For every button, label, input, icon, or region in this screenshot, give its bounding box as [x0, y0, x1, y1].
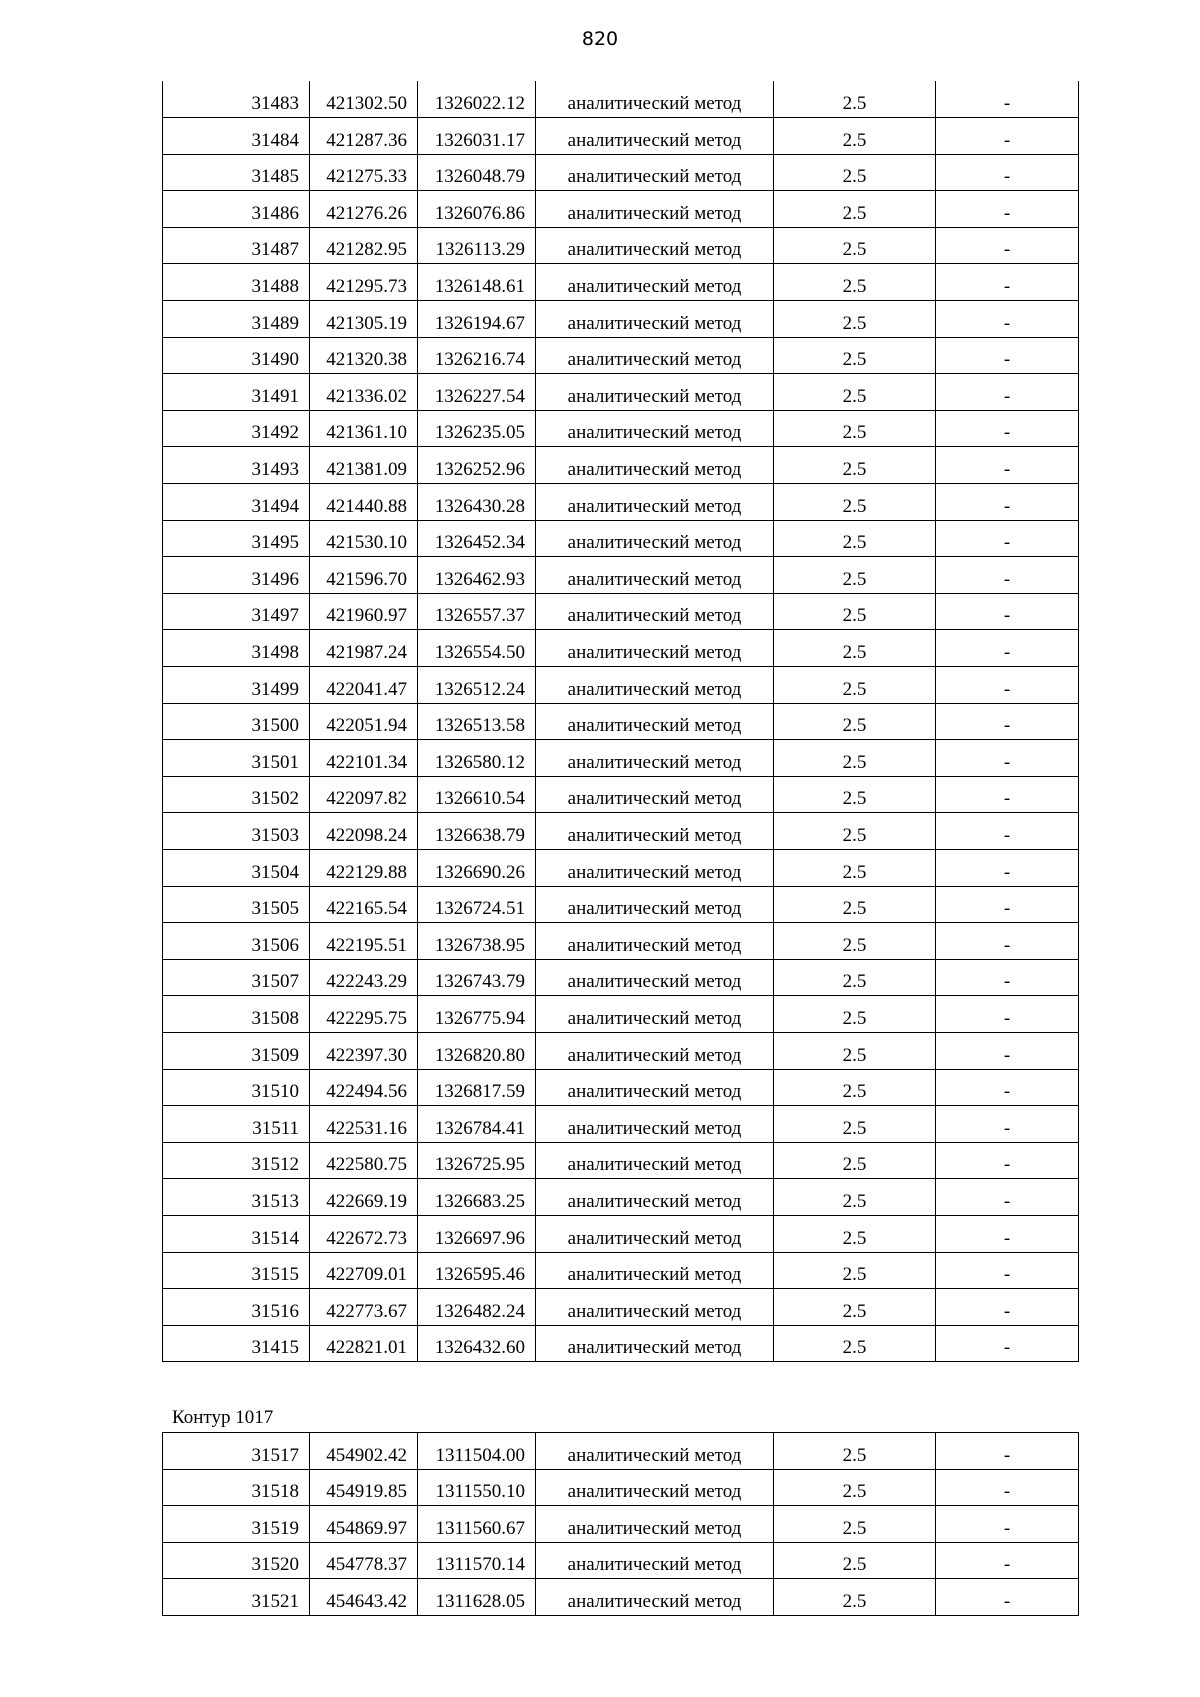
point-number: 31485	[163, 154, 310, 191]
method-cell: аналитический метод	[536, 374, 774, 411]
coord-x: 421960.97	[310, 593, 418, 630]
accuracy-cell: 2.5	[774, 886, 936, 923]
method-cell: аналитический метод	[536, 520, 774, 557]
table-row	[163, 1032, 1079, 1069]
note-cell: -	[936, 1215, 1079, 1252]
page-number: 820	[581, 28, 619, 50]
coord-y: 1326031.17	[418, 118, 536, 155]
coord-x: 422165.54	[310, 886, 418, 923]
method-cell: аналитический метод	[536, 923, 774, 960]
method-cell: аналитический метод	[536, 996, 774, 1033]
note-cell: -	[936, 959, 1079, 996]
point-number: 31499	[163, 667, 310, 704]
coord-x: 422773.67	[310, 1289, 418, 1326]
coord-x: 421305.19	[310, 301, 418, 338]
coord-y: 1326690.26	[418, 849, 536, 886]
coord-x: 454643.42	[310, 1579, 418, 1616]
coord-x: 421381.09	[310, 447, 418, 484]
method-cell: аналитический метод	[536, 557, 774, 594]
table-row	[163, 1289, 1079, 1326]
coord-x: 454919.85	[310, 1469, 418, 1506]
note-cell: -	[936, 191, 1079, 228]
method-cell: аналитический метод	[536, 849, 774, 886]
accuracy-cell: 2.5	[774, 1069, 936, 1106]
accuracy-cell: 2.5	[774, 374, 936, 411]
point-number: 31521	[163, 1579, 310, 1616]
coord-y: 1326683.25	[418, 1179, 536, 1216]
coord-x: 454902.42	[310, 1433, 418, 1470]
coord-x: 421275.33	[310, 154, 418, 191]
coord-x: 421276.26	[310, 191, 418, 228]
note-cell: -	[936, 374, 1079, 411]
method-cell: аналитический метод	[536, 1325, 774, 1362]
accuracy-cell: 2.5	[774, 1142, 936, 1179]
point-number: 31512	[163, 1142, 310, 1179]
coordinates-table-2	[162, 1432, 1079, 1616]
coord-y: 1326610.54	[418, 776, 536, 813]
note-cell: -	[936, 1032, 1079, 1069]
accuracy-cell: 2.5	[774, 81, 936, 118]
method-cell: аналитический метод	[536, 1032, 774, 1069]
point-number: 31516	[163, 1289, 310, 1326]
accuracy-cell: 2.5	[774, 630, 936, 667]
table-row	[163, 1469, 1079, 1506]
coord-y: 1311504.00	[418, 1433, 536, 1470]
point-number: 31498	[163, 630, 310, 667]
accuracy-cell: 2.5	[774, 740, 936, 777]
coord-x: 422821.01	[310, 1325, 418, 1362]
coord-x: 421287.36	[310, 118, 418, 155]
note-cell: -	[936, 996, 1079, 1033]
method-cell: аналитический метод	[536, 740, 774, 777]
coord-x: 421295.73	[310, 264, 418, 301]
table-row	[163, 557, 1079, 594]
note-cell: -	[936, 520, 1079, 557]
coord-y: 1326148.61	[418, 264, 536, 301]
point-number: 31497	[163, 593, 310, 630]
coord-x: 422098.24	[310, 813, 418, 850]
table-row	[163, 996, 1079, 1033]
coord-x: 422041.47	[310, 667, 418, 704]
coord-y: 1311570.14	[418, 1542, 536, 1579]
method-cell: аналитический метод	[536, 886, 774, 923]
accuracy-cell: 2.5	[774, 923, 936, 960]
point-number: 31484	[163, 118, 310, 155]
table-row	[163, 1506, 1079, 1543]
method-cell: аналитический метод	[536, 1252, 774, 1289]
method-cell: аналитический метод	[536, 667, 774, 704]
method-cell: аналитический метод	[536, 227, 774, 264]
note-cell: -	[936, 1069, 1079, 1106]
coord-x: 422397.30	[310, 1032, 418, 1069]
table-row	[163, 484, 1079, 521]
table-row	[163, 1252, 1079, 1289]
coord-y: 1311628.05	[418, 1579, 536, 1616]
accuracy-cell: 2.5	[774, 118, 936, 155]
method-cell: аналитический метод	[536, 1579, 774, 1616]
accuracy-cell: 2.5	[774, 410, 936, 447]
point-number: 31507	[163, 959, 310, 996]
coord-x: 421302.50	[310, 81, 418, 118]
point-number: 31510	[163, 1069, 310, 1106]
method-cell: аналитический метод	[536, 337, 774, 374]
accuracy-cell: 2.5	[774, 667, 936, 704]
accuracy-cell: 2.5	[774, 703, 936, 740]
method-cell: аналитический метод	[536, 1142, 774, 1179]
table-row	[163, 1215, 1079, 1252]
point-number: 31508	[163, 996, 310, 1033]
coord-y: 1326482.24	[418, 1289, 536, 1326]
coord-y: 1326430.28	[418, 484, 536, 521]
accuracy-cell: 2.5	[774, 1106, 936, 1143]
note-cell: -	[936, 1579, 1079, 1616]
coord-x: 422051.94	[310, 703, 418, 740]
method-cell: аналитический метод	[536, 593, 774, 630]
point-number: 31492	[163, 410, 310, 447]
method-cell: аналитический метод	[536, 1469, 774, 1506]
note-cell: -	[936, 667, 1079, 704]
coord-y: 1326595.46	[418, 1252, 536, 1289]
table-row	[163, 118, 1079, 155]
table-row	[163, 923, 1079, 960]
method-cell: аналитический метод	[536, 1289, 774, 1326]
method-cell: аналитический метод	[536, 1506, 774, 1543]
point-number: 31491	[163, 374, 310, 411]
accuracy-cell: 2.5	[774, 1542, 936, 1579]
note-cell: -	[936, 410, 1079, 447]
coord-y: 1326738.95	[418, 923, 536, 960]
coord-x: 421530.10	[310, 520, 418, 557]
coord-y: 1326076.86	[418, 191, 536, 228]
note-cell: -	[936, 1542, 1079, 1579]
note-cell: -	[936, 740, 1079, 777]
table-row	[163, 630, 1079, 667]
coord-x: 454778.37	[310, 1542, 418, 1579]
point-number: 31487	[163, 227, 310, 264]
coord-y: 1326554.50	[418, 630, 536, 667]
accuracy-cell: 2.5	[774, 520, 936, 557]
accuracy-cell: 2.5	[774, 557, 936, 594]
coord-x: 422669.19	[310, 1179, 418, 1216]
accuracy-cell: 2.5	[774, 191, 936, 228]
method-cell: аналитический метод	[536, 1215, 774, 1252]
table-row	[163, 191, 1079, 228]
point-number: 31517	[163, 1433, 310, 1470]
coord-y: 1326462.93	[418, 557, 536, 594]
note-cell: -	[936, 630, 1079, 667]
table-row	[163, 776, 1079, 813]
point-number: 31486	[163, 191, 310, 228]
table-row	[163, 1579, 1079, 1616]
note-cell: -	[936, 337, 1079, 374]
note-cell: -	[936, 447, 1079, 484]
accuracy-cell: 2.5	[774, 1469, 936, 1506]
note-cell: -	[936, 923, 1079, 960]
coord-y: 1326194.67	[418, 301, 536, 338]
coord-y: 1326452.34	[418, 520, 536, 557]
accuracy-cell: 2.5	[774, 1032, 936, 1069]
point-number: 31494	[163, 484, 310, 521]
table-row	[163, 667, 1079, 704]
point-number: 31489	[163, 301, 310, 338]
point-number: 31513	[163, 1179, 310, 1216]
coord-y: 1326235.05	[418, 410, 536, 447]
coord-x: 422580.75	[310, 1142, 418, 1179]
method-cell: аналитический метод	[536, 81, 774, 118]
accuracy-cell: 2.5	[774, 813, 936, 850]
coord-y: 1311560.67	[418, 1506, 536, 1543]
method-cell: аналитический метод	[536, 813, 774, 850]
coord-x: 421987.24	[310, 630, 418, 667]
table-row	[163, 410, 1079, 447]
method-cell: аналитический метод	[536, 776, 774, 813]
coord-x: 422129.88	[310, 849, 418, 886]
point-number: 31490	[163, 337, 310, 374]
point-number: 31495	[163, 520, 310, 557]
table-row	[163, 1106, 1079, 1143]
coord-y: 1326113.29	[418, 227, 536, 264]
coord-y: 1326725.95	[418, 1142, 536, 1179]
coord-x: 422097.82	[310, 776, 418, 813]
accuracy-cell: 2.5	[774, 1433, 936, 1470]
table-row	[163, 886, 1079, 923]
method-cell: аналитический метод	[536, 1179, 774, 1216]
table-row	[163, 1142, 1079, 1179]
note-cell: -	[936, 1252, 1079, 1289]
note-cell: -	[936, 1142, 1079, 1179]
accuracy-cell: 2.5	[774, 154, 936, 191]
note-cell: -	[936, 118, 1079, 155]
accuracy-cell: 2.5	[774, 1179, 936, 1216]
coord-x: 421282.95	[310, 227, 418, 264]
method-cell: аналитический метод	[536, 154, 774, 191]
table-row	[163, 520, 1079, 557]
table-row	[163, 81, 1079, 118]
point-number: 31488	[163, 264, 310, 301]
coord-x: 421336.02	[310, 374, 418, 411]
note-cell: -	[936, 849, 1079, 886]
note-cell: -	[936, 1469, 1079, 1506]
point-number: 31506	[163, 923, 310, 960]
coord-x: 422672.73	[310, 1215, 418, 1252]
point-number: 31505	[163, 886, 310, 923]
coord-y: 1326252.96	[418, 447, 536, 484]
coord-x: 422295.75	[310, 996, 418, 1033]
table-row	[163, 1325, 1079, 1362]
method-cell: аналитический метод	[536, 1106, 774, 1143]
point-number: 31514	[163, 1215, 310, 1252]
accuracy-cell: 2.5	[774, 593, 936, 630]
coord-y: 1326697.96	[418, 1215, 536, 1252]
accuracy-cell: 2.5	[774, 1289, 936, 1326]
accuracy-cell: 2.5	[774, 264, 936, 301]
point-number: 31502	[163, 776, 310, 813]
method-cell: аналитический метод	[536, 264, 774, 301]
note-cell: -	[936, 484, 1079, 521]
table-row	[163, 1069, 1079, 1106]
coord-x: 421361.10	[310, 410, 418, 447]
accuracy-cell: 2.5	[774, 849, 936, 886]
coord-y: 1326580.12	[418, 740, 536, 777]
contour-label: Контур 1017	[172, 1407, 274, 1428]
coord-y: 1326216.74	[418, 337, 536, 374]
table-row	[163, 1542, 1079, 1579]
coordinates-table-1	[162, 81, 1079, 1362]
point-number: 31509	[163, 1032, 310, 1069]
note-cell: -	[936, 1106, 1079, 1143]
accuracy-cell: 2.5	[774, 1325, 936, 1362]
method-cell: аналитический метод	[536, 410, 774, 447]
note-cell: -	[936, 703, 1079, 740]
coord-y: 1326784.41	[418, 1106, 536, 1143]
note-cell: -	[936, 81, 1079, 118]
note-cell: -	[936, 557, 1079, 594]
point-number: 31501	[163, 740, 310, 777]
point-number: 31519	[163, 1506, 310, 1543]
table-row	[163, 447, 1079, 484]
point-number: 31520	[163, 1542, 310, 1579]
coord-y: 1326775.94	[418, 996, 536, 1033]
note-cell: -	[936, 1179, 1079, 1216]
note-cell: -	[936, 227, 1079, 264]
method-cell: аналитический метод	[536, 301, 774, 338]
coord-y: 1311550.10	[418, 1469, 536, 1506]
accuracy-cell: 2.5	[774, 447, 936, 484]
accuracy-cell: 2.5	[774, 996, 936, 1033]
accuracy-cell: 2.5	[774, 1506, 936, 1543]
note-cell: -	[936, 886, 1079, 923]
note-cell: -	[936, 1289, 1079, 1326]
method-cell: аналитический метод	[536, 959, 774, 996]
table-row	[163, 849, 1079, 886]
point-number: 31515	[163, 1252, 310, 1289]
note-cell: -	[936, 593, 1079, 630]
coord-y: 1326743.79	[418, 959, 536, 996]
coord-x: 422531.16	[310, 1106, 418, 1143]
accuracy-cell: 2.5	[774, 959, 936, 996]
note-cell: -	[936, 1433, 1079, 1470]
table-row	[163, 227, 1079, 264]
accuracy-cell: 2.5	[774, 1215, 936, 1252]
coord-y: 1326512.24	[418, 667, 536, 704]
coord-x: 454869.97	[310, 1506, 418, 1543]
note-cell: -	[936, 1506, 1079, 1543]
coord-y: 1326022.12	[418, 81, 536, 118]
method-cell: аналитический метод	[536, 447, 774, 484]
table-row	[163, 1433, 1079, 1470]
point-number: 31493	[163, 447, 310, 484]
coord-x: 421596.70	[310, 557, 418, 594]
note-cell: -	[936, 301, 1079, 338]
point-number: 31511	[163, 1106, 310, 1143]
table-row	[163, 337, 1079, 374]
note-cell: -	[936, 1325, 1079, 1362]
point-number: 31518	[163, 1469, 310, 1506]
method-cell: аналитический метод	[536, 703, 774, 740]
point-number: 31500	[163, 703, 310, 740]
coord-y: 1326817.59	[418, 1069, 536, 1106]
coord-y: 1326638.79	[418, 813, 536, 850]
note-cell: -	[936, 813, 1079, 850]
method-cell: аналитический метод	[536, 118, 774, 155]
table-row	[163, 959, 1079, 996]
coord-x: 422101.34	[310, 740, 418, 777]
coord-y: 1326513.58	[418, 703, 536, 740]
coord-y: 1326432.60	[418, 1325, 536, 1362]
coord-y: 1326227.54	[418, 374, 536, 411]
method-cell: аналитический метод	[536, 484, 774, 521]
table-row	[163, 740, 1079, 777]
accuracy-cell: 2.5	[774, 1252, 936, 1289]
table-row	[163, 703, 1079, 740]
point-number: 31503	[163, 813, 310, 850]
accuracy-cell: 2.5	[774, 337, 936, 374]
table-row	[163, 374, 1079, 411]
coord-y: 1326557.37	[418, 593, 536, 630]
coord-y: 1326820.80	[418, 1032, 536, 1069]
accuracy-cell: 2.5	[774, 776, 936, 813]
point-number: 31496	[163, 557, 310, 594]
method-cell: аналитический метод	[536, 1433, 774, 1470]
accuracy-cell: 2.5	[774, 484, 936, 521]
point-number: 31504	[163, 849, 310, 886]
coord-x: 422709.01	[310, 1252, 418, 1289]
table-row	[163, 154, 1079, 191]
point-number: 31483	[163, 81, 310, 118]
table-row	[163, 813, 1079, 850]
method-cell: аналитический метод	[536, 1542, 774, 1579]
table-row	[163, 1179, 1079, 1216]
method-cell: аналитический метод	[536, 630, 774, 667]
coord-y: 1326724.51	[418, 886, 536, 923]
coord-y: 1326048.79	[418, 154, 536, 191]
accuracy-cell: 2.5	[774, 1579, 936, 1616]
coord-x: 421320.38	[310, 337, 418, 374]
accuracy-cell: 2.5	[774, 227, 936, 264]
coord-x: 422195.51	[310, 923, 418, 960]
method-cell: аналитический метод	[536, 191, 774, 228]
table-row	[163, 264, 1079, 301]
point-number: 31415	[163, 1325, 310, 1362]
table-row	[163, 301, 1079, 338]
note-cell: -	[936, 776, 1079, 813]
table-row	[163, 593, 1079, 630]
note-cell: -	[936, 264, 1079, 301]
method-cell: аналитический метод	[536, 1069, 774, 1106]
coord-x: 422494.56	[310, 1069, 418, 1106]
note-cell: -	[936, 154, 1079, 191]
coord-x: 422243.29	[310, 959, 418, 996]
accuracy-cell: 2.5	[774, 301, 936, 338]
coord-x: 421440.88	[310, 484, 418, 521]
